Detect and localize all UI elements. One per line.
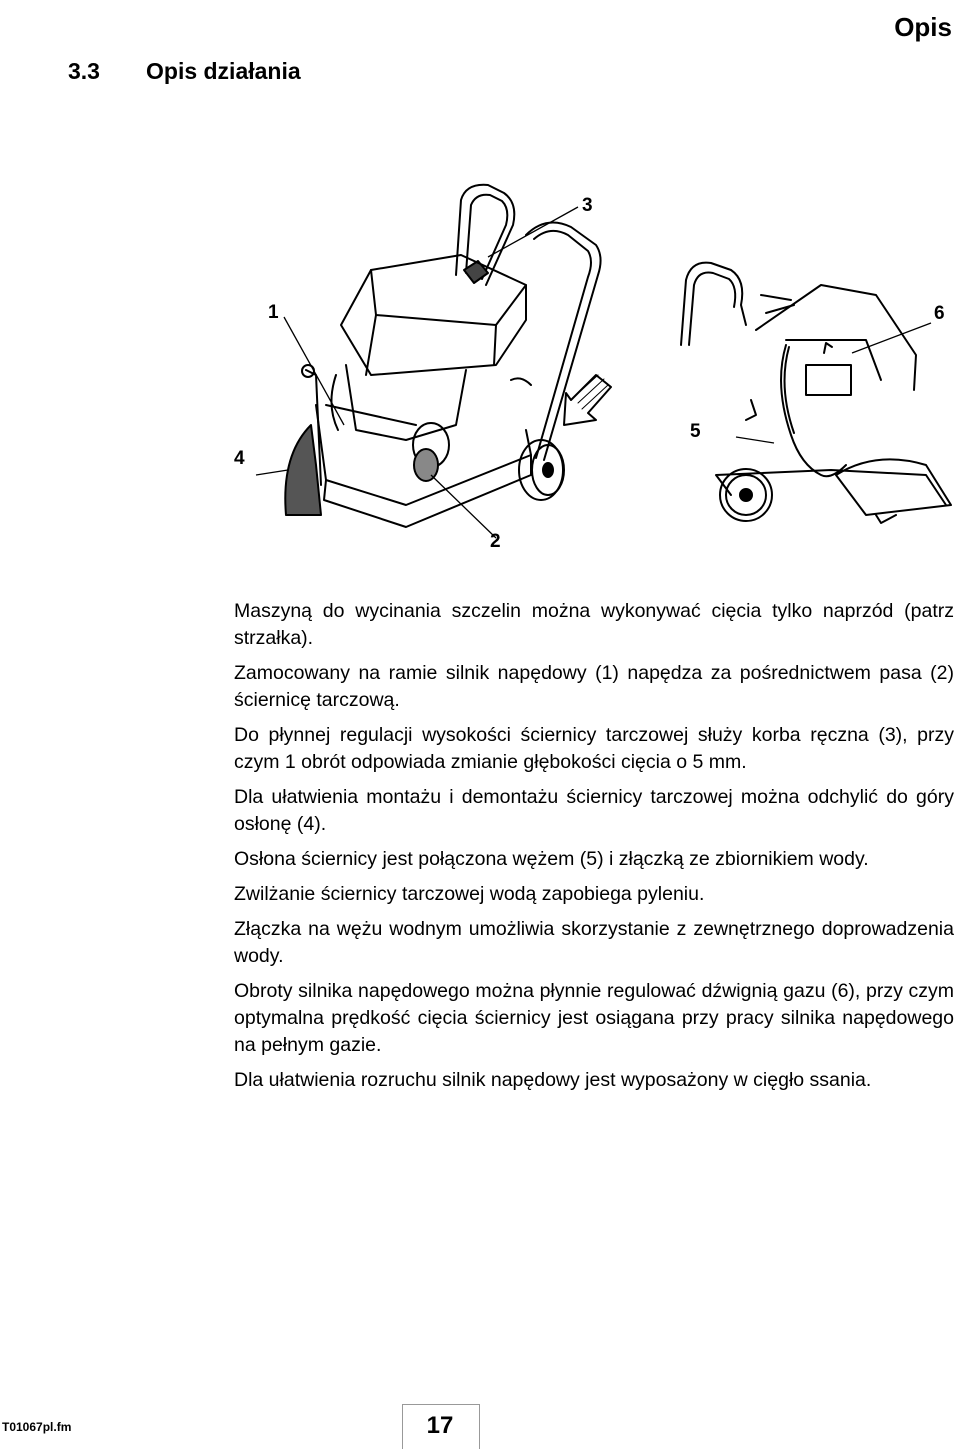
footer-filename: T01067pl.fm <box>2 1420 72 1434</box>
paragraph-9: Dla ułatwienia rozruchu silnik napędowy jest wyposażony w cięgło ssania. <box>234 1069 872 1091</box>
section-title: Opis działania <box>146 58 301 84</box>
callout-5: 5 <box>690 421 701 442</box>
body-text <box>234 598 954 1102</box>
footer-page-number: 17 <box>426 1412 454 1439</box>
paragraph-3: Do płynnej regulacji wysokości ściernicy tarczowej służy korba ręczna (3), przy czym 1 obrót odpowiada zmianie głębokości cięcia o 5 mm. <box>234 724 954 773</box>
paragraph-4: Dla ułatwienia montażu i demontażu ściernicy tarczowej można odchylić do góry osłonę (4). <box>234 786 954 835</box>
floor-saw-drawing <box>226 175 960 570</box>
paragraph-2: Zamocowany na ramie silnik napędowy (1) napędza za pośrednictwem pasa (2) ściernicę tarczową. <box>234 662 954 711</box>
paragraph-8: Obroty silnika napędowego można płynnie regulować dźwignią gazu (6), przy czym optymalna prędkość cięcia ściernicy jest osiągana przy pracy silnika napędowego na pełnym gazie. <box>234 980 954 1056</box>
section-number: 3.3 <box>68 58 100 84</box>
header-title: Opis <box>894 12 952 42</box>
paragraph-6: Zwilżanie ściernicy tarczowej wodą zapobiega pyleniu. <box>234 883 705 905</box>
callout-4: 4 <box>234 448 245 469</box>
callout-1: 1 <box>268 302 279 323</box>
callout-6: 6 <box>934 303 945 324</box>
header-bar <box>0 0 960 50</box>
section-heading <box>68 58 301 85</box>
paragraph-1: Maszyną do wycinania szczelin można wykonywać cięcia tylko naprzód (patrz strzałka). <box>234 600 954 649</box>
paragraph-5: Osłona ściernicy jest połączona wężem (5) i złączką ze zbiornikiem wody. <box>234 848 869 870</box>
callout-2: 2 <box>490 531 501 552</box>
machine-illustration <box>226 175 960 570</box>
callout-3: 3 <box>582 195 593 216</box>
paragraph-7: Złączka na wężu wodnym umożliwia skorzystanie z zewnętrznego doprowadzenia wody. <box>234 918 954 967</box>
